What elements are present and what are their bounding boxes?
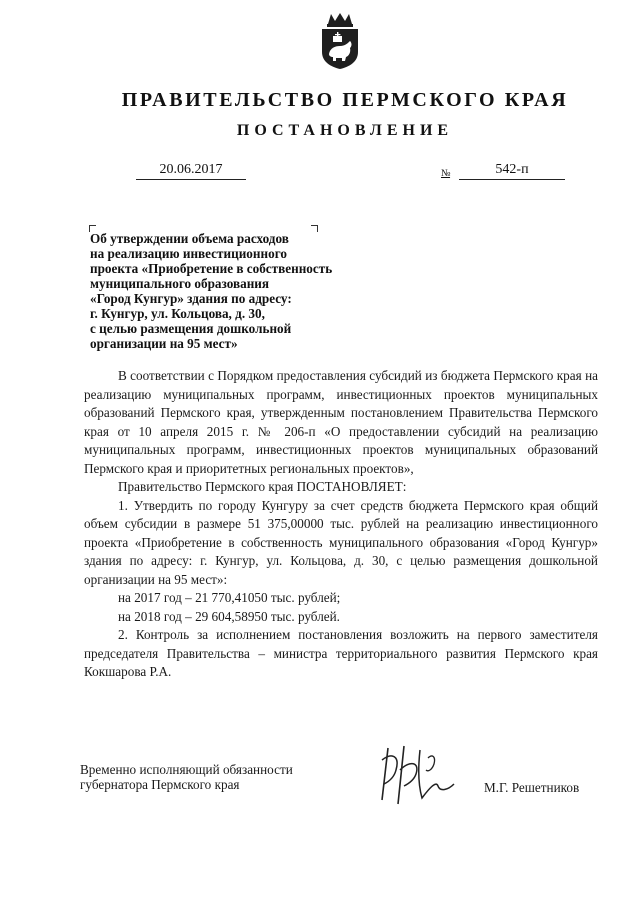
resolves-paragraph: Правительство Пермского края ПОСТАНОВЛЯЕТ: [118,479,407,494]
item-2-paragraph: 2. Контроль за исполнением постановления возложить на первого заместителя председателя Правительства – министра территориального развития Пермского края Кокшарова Р.А. [84,627,598,679]
preamble-paragraph: В соответствии с Порядком предоставления субсидий из бюджета Пермского края на реализацию муниципальных программ, инвестиционных проектов муниципальных образований Пермского края, утвержденным постановлением Правительства Пермского края от 10 апреля 2015 г. № 206-п «О предоставлении субсидий на реализацию муниципальных программ, инвестиционных проектов муниципальных образований Пермского края и приоритетных региональных проектов», [84,368,598,476]
coat-of-arms-icon [318,12,362,70]
signatory-position: Временно исполняющий обязанности губернатора Пермского края [80,762,293,792]
decree-number: 542-п [459,162,565,180]
decree-body [84,367,598,682]
government-name: ПРАВИТЕЛЬСТВО ПЕРМСКОГО КРАЯ [121,89,569,111]
item-1-paragraph: 1. Утвердить по городу Кунгуру за счет средств бюджета Пермского края общий объем субсидии в размере 51 375,00000 тыс. рублей на реализацию инвестиционного проекта «Приобретение в собственность муниципального образования «Город Кунгур» здания по адресу: г. Кунгур, ул. Кольцова, д. 30, с целью размещения дошкольной организации на 95 мест»: [84,497,598,587]
handwritten-signature-icon [370,740,480,810]
number-sign: № [441,168,451,179]
decree-subject: Об утверждении объема расходов на реализацию инвестиционного проекта «Приобретение в собственность муниципального образования «Город Кунгур» здания по адресу: г. Кунгур, ул. Кольцова, д. 30, с целью размещения дошкольной организации на 95 мест» [90,231,333,351]
item-1-year-2018: на 2018 год – 29 604,58950 тыс. рублей. [118,608,340,624]
decree-date: 20.06.2017 [136,162,246,180]
item-1-year-2017: на 2017 год – 21 770,41050 тыс. рублей; [118,590,341,605]
document-type: ПОСТАНОВЛЕНИЕ [236,122,454,139]
signatory-name: М.Г. Решетников [484,780,580,795]
